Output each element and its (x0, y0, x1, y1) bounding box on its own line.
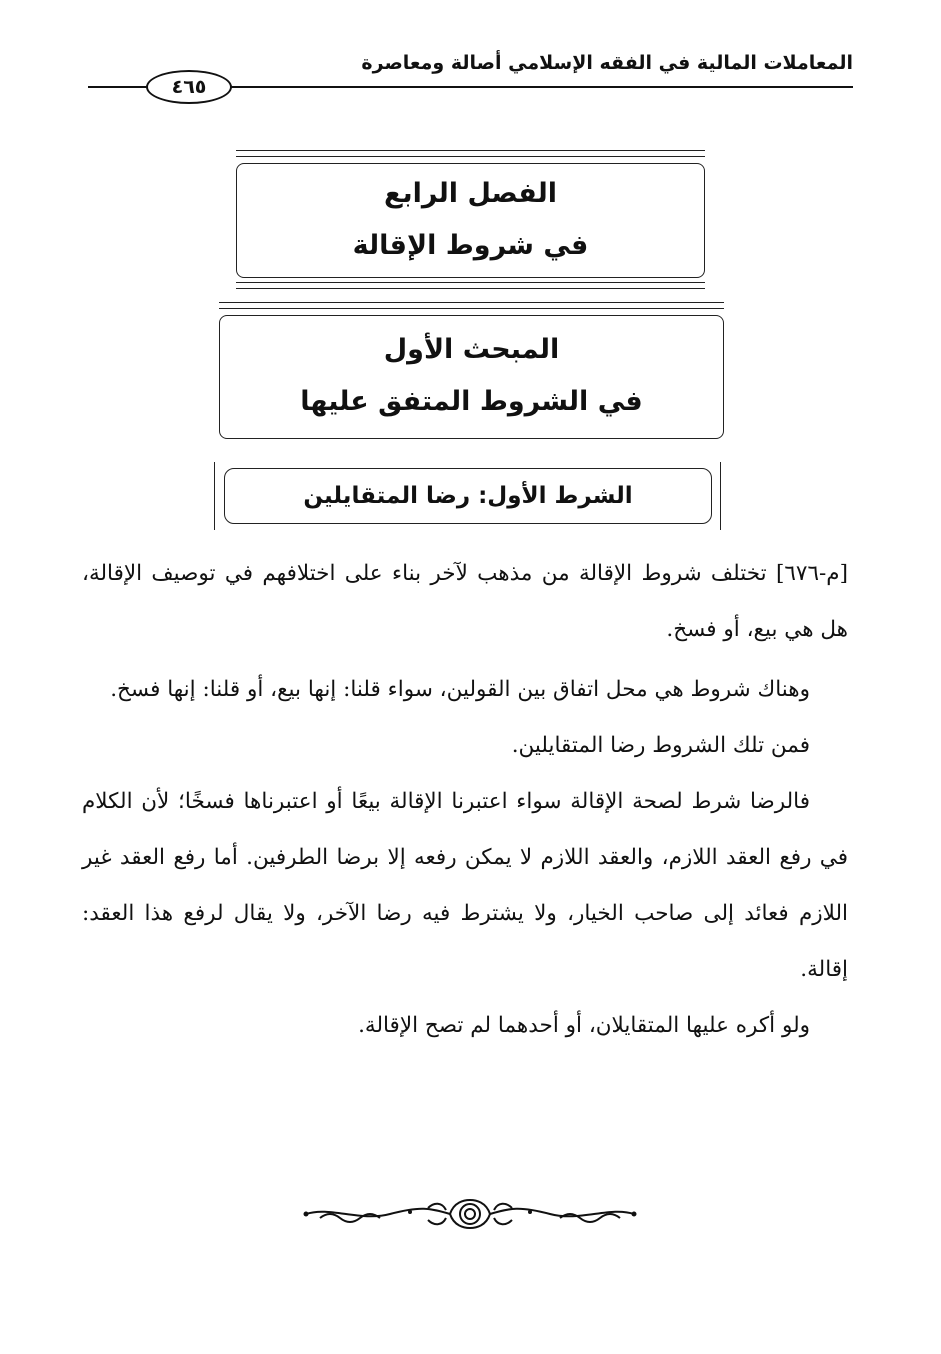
section-title: المبحث الأول (383, 334, 560, 365)
section-heading-box (219, 315, 724, 439)
paragraph: وهناك شروط هي محل اتفاق بين القولين، سواء قلنا: إنها بيع، أو قلنا: إنها فسخ. (110, 677, 810, 702)
section-subtitle: في الشروط المتفق عليها (300, 386, 643, 417)
condition-left-bar (214, 462, 215, 530)
section-top-rule (219, 302, 724, 309)
paragraph: فالرضا شرط لصحة الإقالة سواء اعتبرنا الإقالة بيعًا أو اعتبرناها فسخًا؛ لأن الكلام في رفع العقد اللازم، والعقد اللازم لا يمكن رفعه إلا برضا الطرفين. أما رفع العقد غير اللازم فعائد إلى صاحب الخيار، ولا يشترط فيه رضا الآخر، ولا يقال لرفع هذا العقد: إقالة. (82, 789, 848, 982)
chapter-top-rule (236, 150, 705, 157)
body-text (82, 546, 848, 1054)
chapter-subtitle: في شروط الإقالة (352, 230, 589, 261)
running-header-title: المعاملات المالية في الفقه الإسلامي أصالة ومعاصرة (361, 52, 853, 74)
condition-title: الشرط الأول: رضا المتقايلين (303, 483, 633, 509)
paragraph: فمن تلك الشروط رضا المتقايلين. (511, 733, 810, 758)
chapter-title: الفصل الرابع (384, 178, 557, 209)
paragraph: [م-٦٧٦] تختلف شروط الإقالة من مذهب لآخر بناء على اختلافهم في توصيف الإقالة، هل هي بيع، أو فسخ. (82, 561, 848, 642)
condition-heading-box (224, 468, 712, 524)
end-ornament-icon (300, 1196, 640, 1232)
condition-right-bar (720, 462, 721, 530)
chapter-heading-box (236, 163, 705, 278)
page-number: ٤٦٥ (146, 70, 232, 104)
chapter-bottom-rule (236, 282, 705, 289)
paragraph: ولو أكره عليها المتقايلان، أو أحدهما لم تصح الإقالة. (358, 1013, 810, 1038)
